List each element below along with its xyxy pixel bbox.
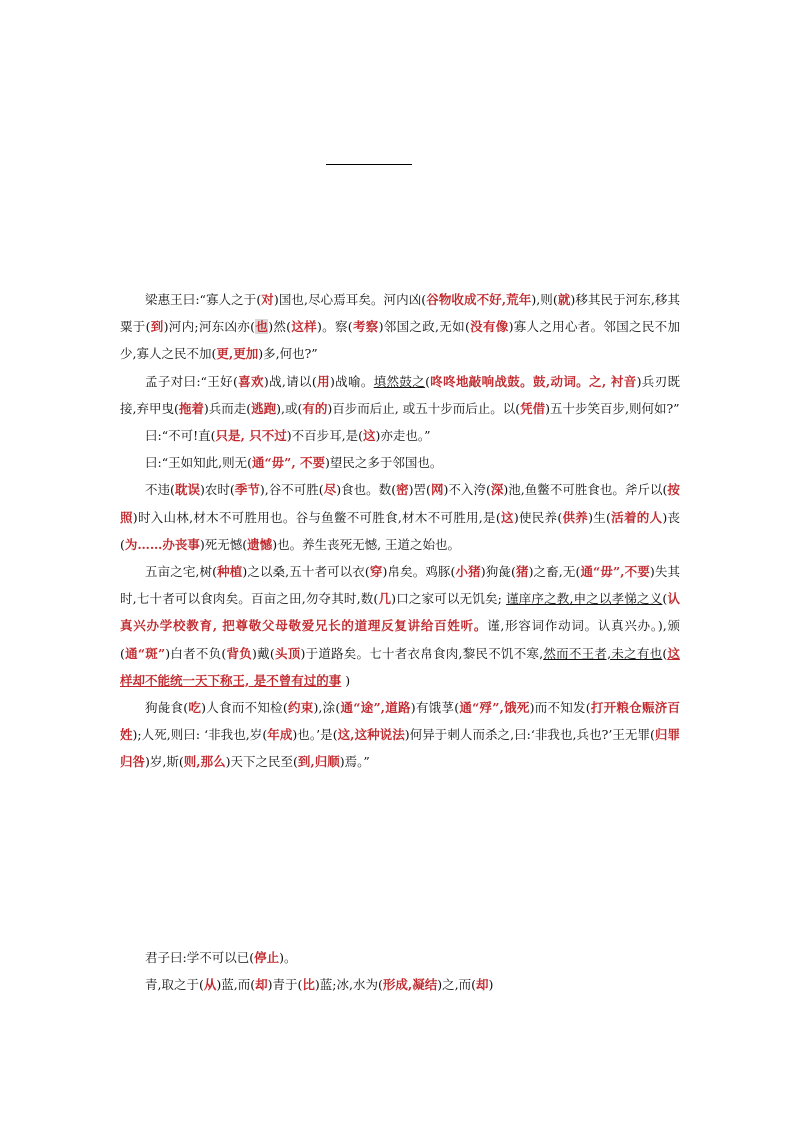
paragraph: 狗彘食(吃)人食而不知检(约束),涂(通“途”,道路)有饿莩(通“殍”,饿死)而不知发(打开粮仓赈济百姓);人死,则曰: ‘非我也,岁(年成)也。’是(这,这种说法)何异于刺人而杀之,曰:‘非我也,兵也?’王无罪(归罪归咎)岁,斯(则,那么)天下之民至(到,归顺)焉。” (120, 700, 680, 770)
section-9-body (120, 944, 680, 998)
paragraph: 梁惠王曰:“寡人之于(对)国也,尽心焉耳矣。河内凶(谷物收成不好,荒年),则(就)移其民于河东,移其粟于(到)河内;河东凶亦(也)然(这样)。察(考察)邻国之政,无如(没有像)寡人之用心者。邻国之民不加少,寡人之民不加(更,更加)多,何也?” (120, 292, 680, 362)
class-blank (326, 164, 412, 165)
section-8-body (120, 286, 680, 776)
paragraph: 君子曰:学不可以已(停止)。 (145, 950, 297, 965)
paragraph: 孟子对曰:“王好(喜欢)战,请以(用)战喻。填然鼓之(咚咚地敲响战鼓。鼓,动词。之, 衬音)兵刃既接,弃甲曳(拖着)兵而走(逃跑),或(有的)百步而后止, 或五十步而后止。以(凭借)五十步笑百步,则何如?” (120, 373, 680, 416)
student-info-line (318, 152, 426, 166)
paragraph: 曰:“王如知此,则无(通“毋”, 不要)望民之多于邻国也。 (145, 455, 443, 471)
paragraph: 曰:“不可!直(只是, 只不过)不百步耳,是(这)亦走也。” (145, 428, 431, 444)
paragraph: 五亩之宅,树(种植)之以桑,五十者可以衣(穿)帛矣。鸡豚(小猪)狗彘(猪)之畜,无(通“毋”,不要)失其时,七十者可以食肉矣。百亩之田,勿夺其时,数(几)口之家可以无饥矣; 谨庠序之教,申之以孝悌之义(认真兴办学校教育, 把尊敬父母敬爱兄长的道理反复讲给百姓听。谨,形容词作动词。认真兴办。),颁(通“斑”)白者不负(背负)戴(头顶)于道路矣。七十者衣帛食肉,黎民不饥不寒,然而不王者,未之有也(这样却不能统一天下称王, 是不曾有过的事 ) (120, 564, 680, 688)
paragraph: 不违(耽误)农时(季节),谷不可胜(尽)食也。数(密)罟(网)不入洿(深)池,鱼鳖不可胜食也。斧斤以(按照)时入山林,材木不可胜用也。谷与鱼鳖不可胜食,材木不可胜用,是(这)使民养(供养)生(活着的人)丧(为……办丧事)死无憾(遗憾)也。养生丧死无憾, 王道之始也。 (120, 482, 680, 552)
paragraph: 青,取之于(从)蓝,而(却)青于(比)蓝;冰,水为(形成,凝结)之,而(却) (145, 977, 494, 993)
